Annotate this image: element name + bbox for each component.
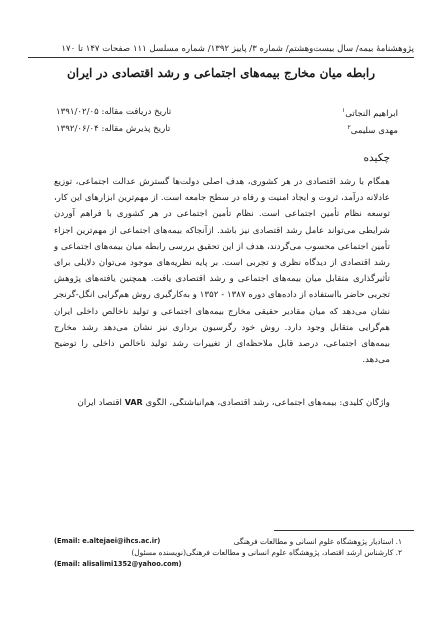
meta-row-1 (56, 107, 398, 119)
author-1-mark: ۱ (341, 107, 346, 114)
keywords-var: VAR (124, 398, 143, 407)
footnote-rule (274, 530, 414, 531)
keywords-tail: اقتصاد ایران (77, 398, 122, 408)
meta-row-2 (56, 124, 398, 136)
footnote-1 (54, 537, 402, 546)
article-title: رابطه میان مخارج بیمه‌های اجتماعی و رشد اقتصادی در ایران (66, 66, 376, 80)
received-date: تاریخ دریافت مقاله: ۱۳۹۱/۰۲/۰۵ (56, 107, 172, 117)
running-head: پژوهشنامهٔ بیمه/ سال بیست‌وهشتم/ شماره ۳/ پاییز ۱۳۹۲/ شماره مسلسل ۱۱۱ صفحات ۱۴۷ تا ۱۷۰ (28, 44, 414, 58)
abstract-body: همگام با رشد اقتصادی در هر کشوری، هدف اصلی دولت‌ها گسترش عدالت اجتماعی، توزیع عادلانه درآمد، ثروت و ایجاد امنیت و رفاه در سطح جامعه است. از مهم‌ترین ابزارهای این کار، توسعه نظام تأمین اجتماعی است. نظام تأمین اجتماعی در هر کشوری با فراهم آوردن شرایطی می‌تواند عامل رشد اقتصادی نیز باشد. ازآنجاکه بیمه‌های اجتماعی از مهم‌ترین اجزاء تأمین اجتماعی محسوب می‌گردند، هدف از این تحقیق بررسی رابطه میان بیمه‌های اجتماعی و رشد اقتصادی از دیدگاه نظری و تجربی است. بر پایه نظریه‌های موجود می‌توان دلایلی برای تأثیرگذاری متقابل میان بیمه‌های اجتماعی و رشد اقتصادی یافت. همچنین یافته‌های پژوهش تجربی حاضر بااستفاده از داده‌های دوره ۱۳۸۷ - ۱۳۵۲ و به‌کارگیری روش هم‌گرایی انگل-گرنجر نشان می‌دهد که میان مقادیر حقیقی مخارج بیمه‌های اجتماعی و تولید ناخالص داخلی ایران هم‌گرایی متقابل وجود دارد. روش خود رگرسیون برداری نیز نشان می‌دهد رشد مخارج بیمه‌های اجتماعی، درصد قابل ملاحظه‌ای از تغییرات رشد تولید ناخالص داخلی را توضیح می‌دهد. (54, 177, 390, 366)
footnote-1-email: (Email: e.altejaei@ihcs.ac.ir) (54, 537, 161, 545)
author-1: ابراهیم النجاتی$^۱$ (341, 107, 398, 119)
accepted-date: تاریخ پذیرش مقاله: ۱۳۹۲/۰۶/۰۴ (56, 124, 171, 134)
footnote-1-text: ۱. استادیار پژوهشگاه علوم انسانی و مطالعات فرهنگی (233, 537, 402, 546)
footnote-2-email: (Email: alisalimi1352@yahoo.com) (54, 560, 182, 568)
footnote-2-text: ۲. کارشناس ارشد اقتصاد، پژوهشگاه علوم انسانی و مطالعات فرهنگی(نویسنده مسئول) (131, 548, 402, 557)
abstract-heading: چکیده (363, 152, 390, 164)
keywords (54, 398, 390, 408)
author-2: مهدی سلیمی$^۲$ (347, 124, 398, 136)
footnote-2 (54, 548, 402, 557)
footnote-3 (54, 560, 182, 568)
keywords-label: واژگان کلیدی: (339, 398, 390, 408)
keywords-text: بیمه‌های اجتماعی، رشد اقتصادی، هم‌انباشتگی، الگوی (145, 398, 337, 408)
author-2-mark: ۲ (347, 124, 351, 131)
